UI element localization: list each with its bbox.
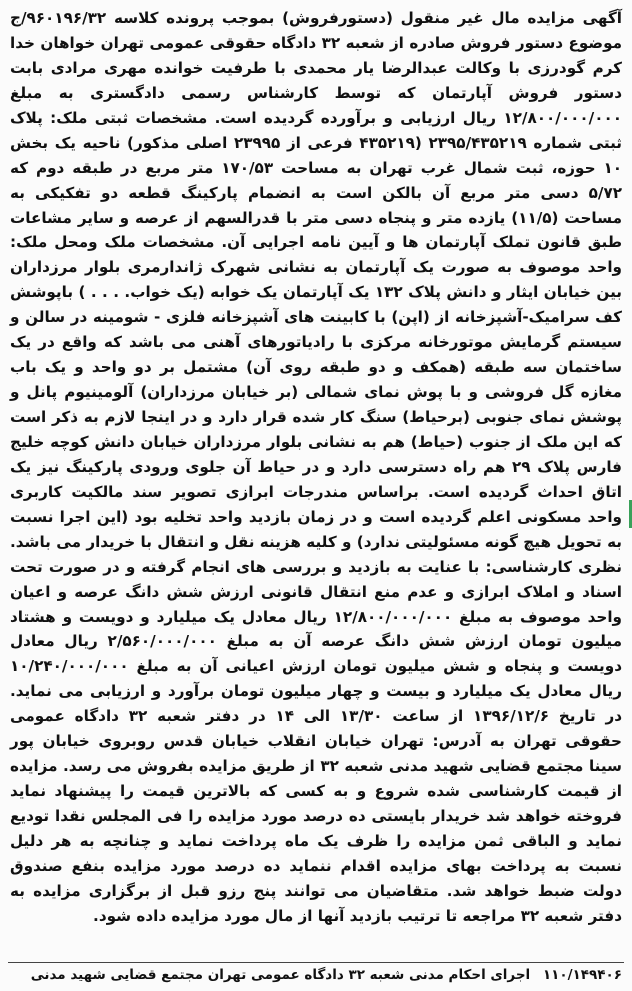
footer-divider bbox=[8, 962, 624, 963]
notice-reference-number: ۱۱۰/۱۴۹۴۰۶ bbox=[542, 967, 622, 983]
auction-notice-text: آگهی مزایده مال غیر منقول (دستورفروش) بموجب پرونده کلاسه ۹۶۰۱۹۶/۳۲/ج موضوع دستور فروش صادره از شعبه ۳۲ دادگاه حقوقی عمومی تهران خواهان خدا کرم گودرزی با وکالت عبدالرضا یار محمدی با طرفیت خوانده مهری مرادی بابت دستور فروش آپارتمان که توسط کارشناس رسمی دادگستری به مبلغ ۱۲/۸۰۰/۰۰۰/۰۰۰ ریال ارزیابی و برآورده گردیده است. مشخصات ثبتی ملک: پلاک ثبتی شماره ۲۳۹۵/۴۳۵۲۱۹ (۴۳۵۲۱۹ فرعی از ۲۳۹۹۵ اصلی مذکور) ناحیه یک بخش ۱۰ حوزه، ثبت شمال غرب تهران به مساحت ۱۷۰/۵۳ متر مربع در طبقه دوم که ۵/۷۲ دسی متر مربع آن بالکن است به انضمام پارکینگ قطعه دو تفکیکی به مساحت (۱۱/۵) یازده متر و پنجاه دسی متر با قدرالسهم از عرصه و سایر مشاعات طبق قانون تملک آپارتمان ها و آیین نامه اجرایی آن. مشخصات ملک ومحل ملک: واحد موصوف به صورت یک آپارتمان به نشانی شهرک ژاندارمری بلوار مرزداران بین خیابان ایثار و دانش پلاک ۱۳۲ یک آپارتمان یک خوابه (یک خواب. . . . ) باپوشش کف سرامیک-آشپزخانه از (اپن) با کابینت های آشپزخانه فلزی - شومینه در سالن و سیستم گرمایش موتورخانه مرکزی با رادیاتورهای آهنی می باشد که واقع در یک ساختمان سه طبقه (همکف و دو طبقه روی آن) مشتمل بر دو واحد و یک باب مغازه گل فروشی و با پوش نمای شمالی (بر خیابان مرزداران) آلومینیوم پانل و پوشش نمای جنوبی (برحیاط) سنگ کار شده قرار دارد و در اینجا لازم به ذکر است که این ملک از جنوب (حیاط) هم به نشانی بلوار مرزداران خیابان دانش کوچه خلیج فارس پلاک ۲۹ هم راه دسترسی دارد و در حیاط آن جلوی ورودی پارکینگ نیز یک اتاق احداث گردیده است. براساس مندرجات ابرازی تصویر سند مالکیت کاربری واحد مسکونی اعلم گردیده است و در زمان بازدید واحد تخلیه بود (این اجرا نسبت به تحویل هیچ گونه مسئولیتی ندارد) و کلیه هزینه نقل و انتقال با خریدار می باشد. نظری کارشناسی: با عنایت به بازدید و بررسی های انجام گرفته و در صورت تحت اسناد و املاک ابرازی و عدم منع انتقال قانونی ارزش شش دانگ عرصه و اعیان واحد موصوف به مبلغ ۱۲/۸۰۰/۰۰۰/۰۰۰ ریال معادل یک میلیارد و دویست و هشتاد میلیون تومان ارزش شش دانگ عرصه آن به مبلغ ۲/۵۶۰/۰۰۰/۰۰۰ ریال معادل دویست و پنجاه و شش میلیون تومان ارزش اعیانی آن به مبلغ ۱۰/۲۴۰/۰۰۰/۰۰۰ ریال معادل یک میلیارد و بیست و چهار میلیون تومان برآورد و ارزیابی می نماید. در تاریخ ۱۳۹۶/۱۲/۶ از ساعت ۱۳/۳۰ الی ۱۴ در دفتر شعبه ۳۲ دادگاه عمومی حقوقی تهران به آدرس: تهران خیابان انقلاب خیابان قدس روبروی خیابان پور سینا مجتمع قضایی شهید مدنی شعبه ۳۲ از طریق مزایده بفروش می رسد. مزایده از قیمت کارشناسی شده شروع و به کسی که بالاترین قیمت را پیشنهاد نماید فروخته خواهد شد خریدار بایستی ده درصد مورد مزایده را فی المجلس نقدا تودیع نماید و الباقی ثمن مزایده را ظرف یک ماه پرداخت نماید و چنانچه به هر دلیل نسبت به پرداخت بهای مزایده اقدام ننماید ده درصد مورد مزایده بنفع صندوق دولت ضبط خواهد شد. متقاضیان می توانند پنج رزو قبل از برگزاری مزایده به دفتر شعبه ۳۲ مراجعه تا ترتیب بازدید آنها از مال مورد مزایده داده شود. bbox=[10, 9, 623, 925]
notice-footer bbox=[10, 965, 622, 985]
issuing-office: اجرای احکام مدنی شعبه ۳۲ دادگاه عمومی تهران مجتمع قضایی شهید مدنی bbox=[30, 967, 531, 983]
